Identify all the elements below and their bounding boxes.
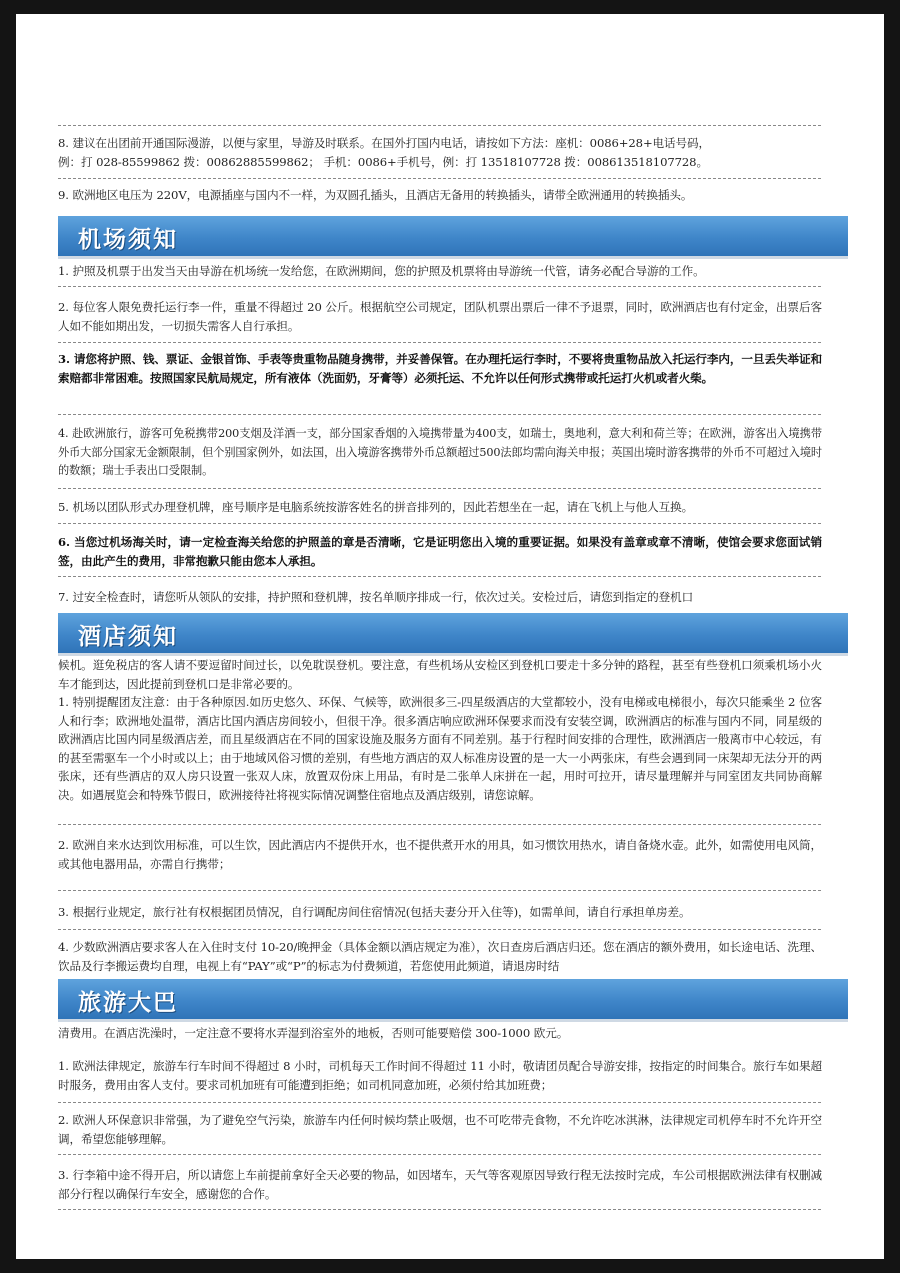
divider xyxy=(58,890,821,891)
divider xyxy=(58,1154,821,1155)
intro-item-8-line2: 例：打 028-85599862 拨：00862885599862； 手机：0086+手机号，例：打 13518107728 拨：008613518107728。 xyxy=(58,155,708,169)
divider xyxy=(58,286,821,287)
divider xyxy=(58,1209,821,1210)
divider xyxy=(58,523,821,524)
bus-continued-text: 清费用。在酒店洗澡时，一定注意不要将水弄湿到浴室外的地板，否则可能要赔偿 300-1000 欧元。 xyxy=(58,1026,569,1040)
airport-section-banner xyxy=(58,216,848,256)
hotel-item-4: 4. 少数欧洲酒店要求客人在入住时支付 10-20/晚押金（具体金额以酒店规定为准），次日查房后酒店归还。您在酒店的额外费用，如长途电话、洗理、饮品及行李搬运费均自理，电视上有“PAY”或“P”的标志为付费频道，若您使用此频道，请退房时结 xyxy=(58,940,822,973)
divider xyxy=(58,929,821,930)
airport-section-title: 机场须知 xyxy=(78,227,178,253)
divider xyxy=(58,576,821,577)
hotel-item-3: 3. 根据行业规定，旅行社有权根据团员情况，自行调配房间住宿情况(包括夫妻分开入住等)，如需单间，请自行承担单房差。 xyxy=(58,905,691,919)
airport-item-5: 5. 机场以团队形式办理登机牌，座号顺序是电脑系统按游客姓名的拼音排列的，因此若想坐在一起，请在飞机上与他人互换。 xyxy=(58,500,694,514)
airport-item-4: 4. 赴欧洲旅行，游客可免税携带200支烟及洋酒一支，部分国家香烟的入境携带量为400支，如瑞士，奥地利，意大利和荷兰等；在欧洲，游客出入境携带外币大部分国家无金额限制，但个别国家例外，如法国，出入境游客携带外币总额超过500法郎均需向海关申报；英国出境时游客携带的外币不可超过入境时的数额；瑞士手表出口受限制。 xyxy=(58,427,822,478)
bus-item-1: 1. 欧洲法律规定，旅游车行车时间不得超过 8 小时，司机每天工作时间不得超过 11 小时，敬请团员配合导游安排，按指定的时间集合。旅行车如果超时服务，费用由客人支付。要求司机加班有可能遭到拒绝；如司机同意加班，必须付给其加班费； xyxy=(58,1059,822,1092)
bus-item-3: 3. 行李箱中途不得开启，所以请您上车前提前拿好全天必要的物品，如因堵车，天气等客观原因导致行程无法按时完成，车公司根据欧洲法律有权删减部分行程以确保行车安全，感谢您的合作。 xyxy=(58,1168,822,1201)
hotel-section-banner xyxy=(58,613,848,653)
hotel-continued-text: 候机。逛免税店的客人请不要逗留时间过长，以免耽误登机。要注意，有些机场从安检区到登机口要走十多分钟的路程，甚至有些登机口须乘机场小火车才能到达，因此提前到登机口是非常必要的。 xyxy=(58,658,822,691)
divider xyxy=(58,1102,821,1103)
bus-section-title: 旅游大巴 xyxy=(78,990,178,1016)
intro-item-8-line1: 8. 建议在出团前开通国际漫游，以便与家里，导游及时联系。在国外打国内电话，请按如下方法：座机：0086+28+电话号码， xyxy=(58,136,711,150)
divider xyxy=(58,488,821,489)
airport-item-3: 3. 请您将护照、钱、票证、金银首饰、手表等贵重物品随身携带，并妥善保管。在办理托运行李时，不要将贵重物品放入托运行李内，一旦丢失举证和索赔都非常困难。按照国家民航局规定，所有液体（洗面奶，牙膏等）必须托运、不允许以任何形式携带或托运打火机或者火柴。 xyxy=(58,352,822,385)
divider xyxy=(58,125,821,126)
divider xyxy=(58,414,821,415)
airport-item-1: 1. 护照及机票于出发当天由导游在机场统一发给您，在欧洲期间，您的护照及机票将由导游统一代管，请务必配合导游的工作。 xyxy=(58,264,705,278)
airport-item-7: 7. 过安全检查时，请您听从领队的安排，持护照和登机牌，按名单顺序排成一行，依次过关。安检过后，请您到指定的登机口 xyxy=(58,590,694,604)
airport-item-2: 2. 每位客人限免费托运行李一件，重量不得超过 20 公斤。根据航空公司规定，团队机票出票后一律不予退票，同时，欧洲酒店也有付定金，出票后客人如不能如期出发，一切损失需客人自行承担。 xyxy=(58,300,822,333)
hotel-item-2: 2. 欧洲自来水达到饮用标准，可以生饮，因此酒店内不提供开水，也不提供煮开水的用具，如习惯饮用热水，请自备烧水壶。此外，如需使用电风筒，或其他电器用品，亦需自行携带； xyxy=(58,838,822,871)
divider xyxy=(58,178,821,179)
bus-section-banner xyxy=(58,979,848,1019)
divider xyxy=(58,342,821,343)
airport-item-6: 6. 当您过机场海关时，请一定检查海关给您的护照盖的章是否清晰，它是证明您出入境的重要证据。如果没有盖章或章不清晰，使馆会要求您面试销签，由此产生的费用，非常抱歉只能由您本人承担。 xyxy=(58,535,822,568)
hotel-section-title: 酒店须知 xyxy=(78,624,178,650)
hotel-item-1: 1. 特别提醒团友注意：由于各种原因.如历史悠久、环保、气候等，欧洲很多三-四星级酒店的大堂都较小，没有电梯或电梯很小，每次只能乘坐 2 位客人和行李；欧洲地处温带，酒店比国内酒店房间较小，但很干净。很多酒店响应欧洲环保要求而没有安装空调，欧洲酒店的标准与国内不同，同星级的欧洲酒店比国内同星级酒店差，而且星级酒店在不同的国家设施及服务方面有不同差别。基于行程时间安排的合理性，欧洲酒店一般离市中心较远，有的甚至需驱车一个小时或以上；由于地域风俗习惯的差别，有些地方酒店的双人标准房设置的是一大一小两张床，有些会遇到同一床架却无法分开的两张床，还有些酒店的双人房只设置一张双人床，放置双份床上用品，有时是二张单人床拼在一起，用时可拉开，请尽量理解并与同室团友共同协商解决。如遇展览会和特殊节假日，欧洲接待社将视实际情况调整住宿地点及酒店级别，请您谅解。 xyxy=(58,695,822,802)
bus-item-2: 2. 欧洲人环保意识非常强，为了避免空气污染，旅游车内任何时候均禁止吸烟，也不可吃带壳食物，不允许吃冰淇淋，法律规定司机停车时不允许开空调，希望您能够理解。 xyxy=(58,1113,822,1146)
divider xyxy=(58,824,821,825)
intro-item-9: 9. 欧洲地区电压为 220V，电源插座与国内不一样，为双圆孔插头，且酒店无备用的转换插头，请带全欧洲通用的转换插头。 xyxy=(58,188,693,202)
